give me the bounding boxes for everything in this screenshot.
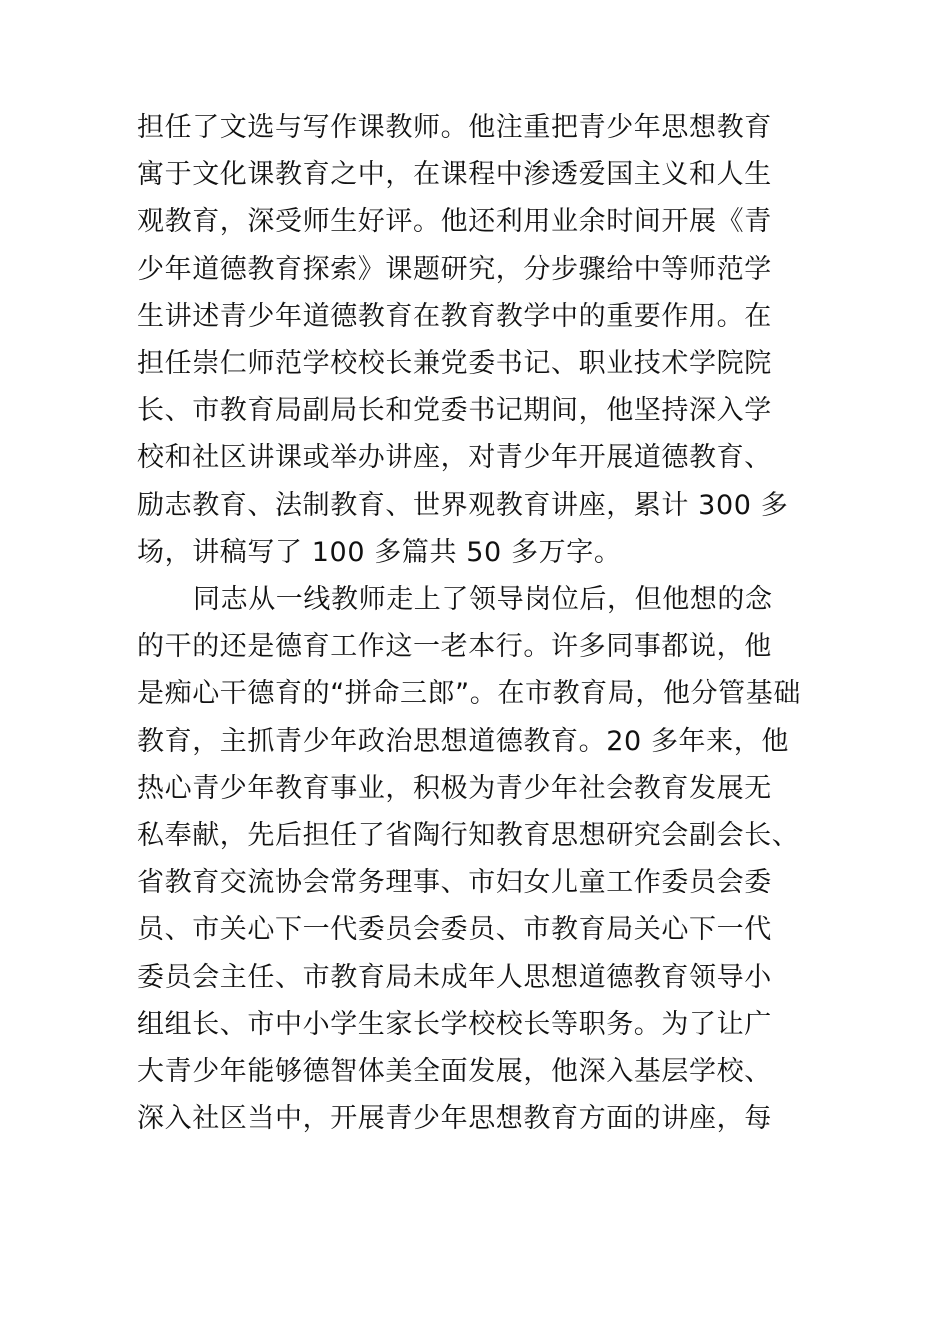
text-line: 大青少年能够德智体美全面发展，他深入基层学校、 [137,1056,772,1088]
paragraph-2 [137,576,837,1142]
text-line: 励志教育、法制教育、世界观教育讲座，累计 300 多 [137,489,789,521]
text-line: 教育，主抓青少年政治思想道德教育。20 多年来，他 [137,725,789,757]
text-line: 委员会主任、市教育局未成年人思想道德教育领导小 [137,961,772,993]
text-line: 长、市教育局副局长和党委书记期间，他坚持深入学 [137,395,772,427]
text-line: 私奉献，先后担任了省陶行知教育思想研究会副会长、 [137,820,800,852]
text-line: 的干的还是德育工作这一老本行。许多同事都说，他 [137,631,772,663]
text-line: 担任了文选与写作课教师。他注重把青少年思想教育 [137,112,772,143]
document-body [137,104,837,1142]
text-line: 热心青少年教育事业，积极为青少年社会教育发展无 [137,772,772,804]
text-line: 生讲述青少年道德教育在教育教学中的重要作用。在 [137,300,772,332]
text-line: 省教育交流协会常务理事、市妇女儿童工作委员会委 [137,867,772,899]
text-line: 寓于文化课教育之中，在课程中渗透爱国主义和人生 [137,159,772,191]
text-line: 员、市关心下一代委员会委员、市教育局关心下一代 [137,914,772,946]
text-line: 是痴心干德育的“拼命三郎”。在市教育局，他分管基础 [137,678,801,710]
text-line: 校和社区讲课或举办讲座，对青少年开展道德教育、 [137,442,772,474]
text-line: 组组长、市中小学生家长学校校长等职务。为了让广 [137,1008,772,1040]
text-line: 观教育，深受师生好评。他还利用业余时间开展《青 [137,206,772,238]
text-line: 场，讲稿写了 100 多篇共 50 多万字。 [137,536,622,568]
paragraph-1 [137,104,837,576]
text-line: 深入社区当中，开展青少年思想教育方面的讲座，每 [137,1103,772,1135]
text-line: 少年道德教育探索》课题研究，分步骤给中等师范学 [137,253,772,285]
text-line: 担任崇仁师范学校校长兼党委书记、职业技术学院院 [137,348,772,380]
text-line: 同志从一线教师走上了领导岗位后，但他想的念 [193,584,773,616]
